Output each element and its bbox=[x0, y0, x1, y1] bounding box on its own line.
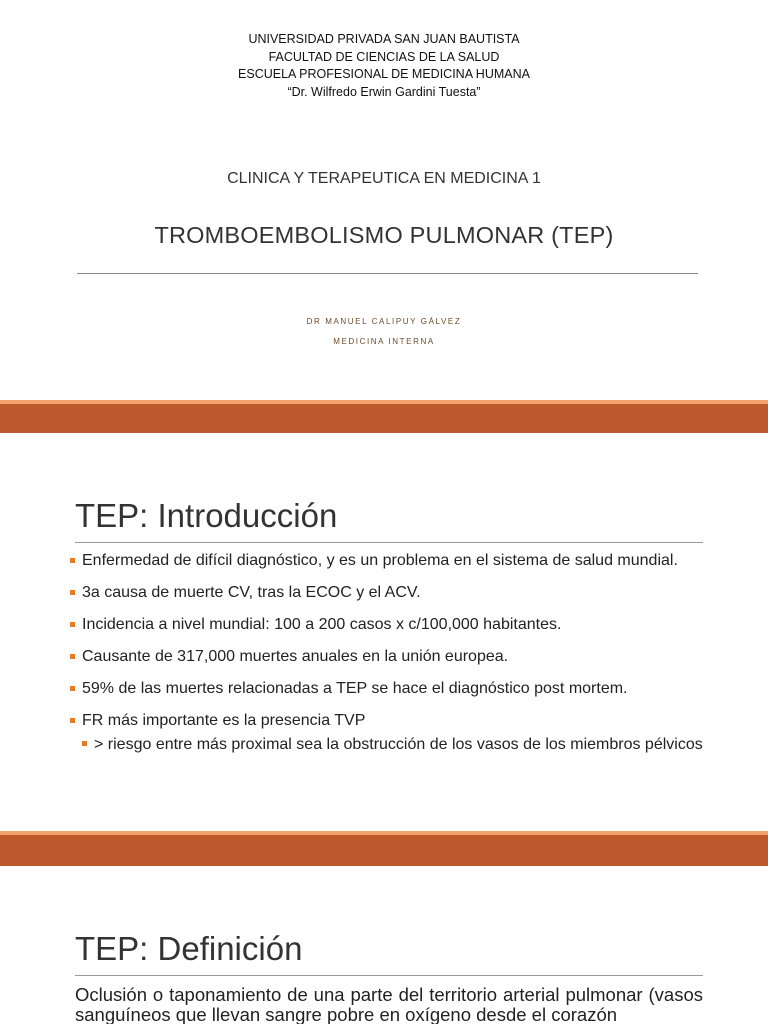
bullet-marker bbox=[70, 590, 75, 595]
school-name: ESCUELA PROFESIONAL DE MEDICINA HUMANA bbox=[238, 67, 530, 81]
bullet-list bbox=[70, 551, 703, 767]
bullet-marker bbox=[70, 622, 75, 627]
title-divider bbox=[75, 542, 703, 543]
list-item: Causante de 317,000 muertes anuales en la unión europea. bbox=[70, 647, 703, 667]
bullet-marker bbox=[70, 686, 75, 691]
title-divider bbox=[77, 273, 698, 274]
bullet-marker bbox=[70, 654, 75, 659]
intro-slide bbox=[0, 433, 768, 831]
title-divider bbox=[75, 975, 703, 976]
author-name: DR MANUEL CALIPUY GÁLVEZ bbox=[306, 317, 462, 326]
slide-title: TEP: Definición bbox=[75, 930, 303, 967]
bullet-marker bbox=[70, 558, 75, 563]
presentation-title: TROMBOEMBOLISMO PULMONAR (TEP) bbox=[154, 222, 614, 248]
bullet-marker bbox=[82, 741, 87, 746]
institution-header bbox=[0, 31, 768, 101]
list-item: Enfermedad de difícil diagnóstico, y es un problema en el sistema de salud mundial. bbox=[70, 551, 703, 571]
slide-separator bbox=[0, 835, 768, 866]
course-name: CLINICA Y TERAPEUTICA EN MEDICINA 1 bbox=[227, 170, 541, 187]
slide-separator bbox=[0, 404, 768, 433]
faculty-name: FACULTAD DE CIENCIAS DE LA SALUD bbox=[268, 49, 500, 64]
slide-title: TEP: Introducción bbox=[75, 497, 338, 534]
sub-list-item: > riesgo entre más proximal sea la obstrucción de los vasos de los miembros pélvicos bbox=[82, 735, 703, 755]
list-item: 3a causa de muerte CV, tras la ECOC y el ACV. bbox=[70, 583, 703, 603]
list-item: 59% de las muertes relacionadas a TEP se hace el diagnóstico post mortem. bbox=[70, 679, 703, 699]
list-item: FR más importante es la presencia TVP bbox=[70, 711, 703, 731]
university-name: UNIVERSIDAD PRIVADA SAN JUAN BAUTISTA bbox=[248, 32, 520, 46]
bullet-marker bbox=[70, 718, 75, 723]
definition-paragraph: Oclusión o taponamiento de una parte del territorio arterial pulmonar (vasos sanguíneos que llevan sangre pobre en oxígeno desde el corazón bbox=[75, 984, 703, 1024]
definition-slide bbox=[0, 866, 768, 1024]
school-honoree: “Dr. Wilfredo Erwin Gardini Tuesta” bbox=[287, 84, 481, 99]
author-department: MEDICINA INTERNA bbox=[333, 337, 435, 346]
author-block bbox=[0, 312, 768, 352]
title-slide bbox=[0, 0, 768, 400]
list-item: Incidencia a nivel mundial: 100 a 200 casos x c/100,000 habitantes. bbox=[70, 615, 703, 635]
